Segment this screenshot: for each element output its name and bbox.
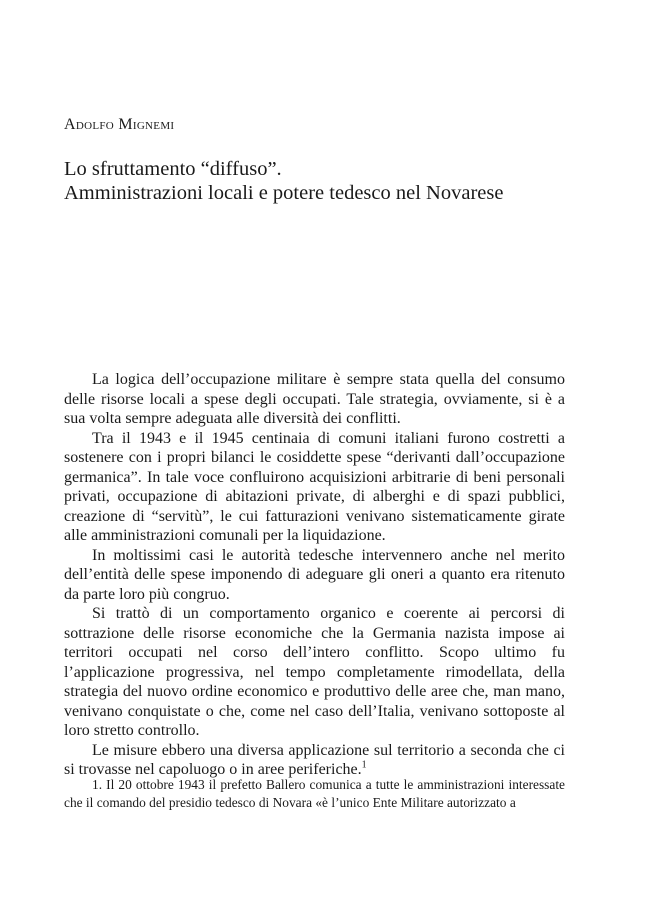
footnote-reference: 1 bbox=[361, 759, 367, 771]
paragraph-text: Le misure ebbero una diversa applicazione sul territorio a seconda che ci si trovasse nel capoluogo o in aree periferiche. bbox=[64, 741, 565, 778]
paragraph bbox=[64, 546, 565, 605]
paragraph bbox=[64, 741, 565, 780]
paragraph bbox=[64, 370, 565, 429]
paragraph-text: Si trattò di un comportamento organico e coerente ai percorsi di sottrazione delle risorse economiche che la Germania nazista impose ai territori occupati nel corso dell’intero conflitto. Scopo ultimo fu l’applicazione progressiva, nel tempo completamente rimodellata, della strategia del nuovo ordine economico e produttivo delle aree che, man mano, venivano conquistate o che, come nel caso dell’Italia, venivano sottoposte al loro stretto controllo. bbox=[64, 605, 565, 739]
paragraph-text: La logica dell’occupazione militare è sempre stata quella del consumo delle risorse locali a spese degli occupati. Tale strategia, ovviamente, si è a sua volta sempre adeguata alle diversità dei conflitti. bbox=[64, 371, 565, 427]
article-body bbox=[64, 370, 565, 780]
title-line-1: Lo sfruttamento “diffuso”. bbox=[64, 158, 282, 180]
footnote: 1. Il 20 ottobre 1943 il prefetto Ballero comunica a tutte le amministrazioni interessate che il comando del presidio tedesco di Novara «è l’unico Ente Militare autorizzato a bbox=[64, 777, 565, 810]
paragraph bbox=[64, 604, 565, 741]
author-name: Adolfo Mignemi bbox=[64, 116, 175, 133]
paragraph bbox=[64, 429, 565, 546]
paragraph-text: In moltissimi casi le autorità tedesche intervennero anche nel merito dell’entità delle spese imponendo di adeguare gli oneri a quanto era ritenuto da parte loro più congruo. bbox=[64, 546, 565, 603]
article-title bbox=[64, 157, 584, 205]
paragraph-text: Tra il 1943 e il 1945 centinaia di comuni italiani furono costretti a sostenere con i propri bilanci le cosiddette spese “derivanti dall’occupazione germanica”. In tale voce confluirono acquisizioni arbitrarie di beni personali privati, occupazione di abitazioni private, di alberghi e di spazi pubblici, creazione di “servitù”, le cui fatturazioni venivano sistematicamente girate alle amministrazioni comunali per la liquidazione. bbox=[64, 429, 565, 544]
title-line-2: Amministrazioni locali e potere tedesco nel Novarese bbox=[64, 182, 504, 204]
